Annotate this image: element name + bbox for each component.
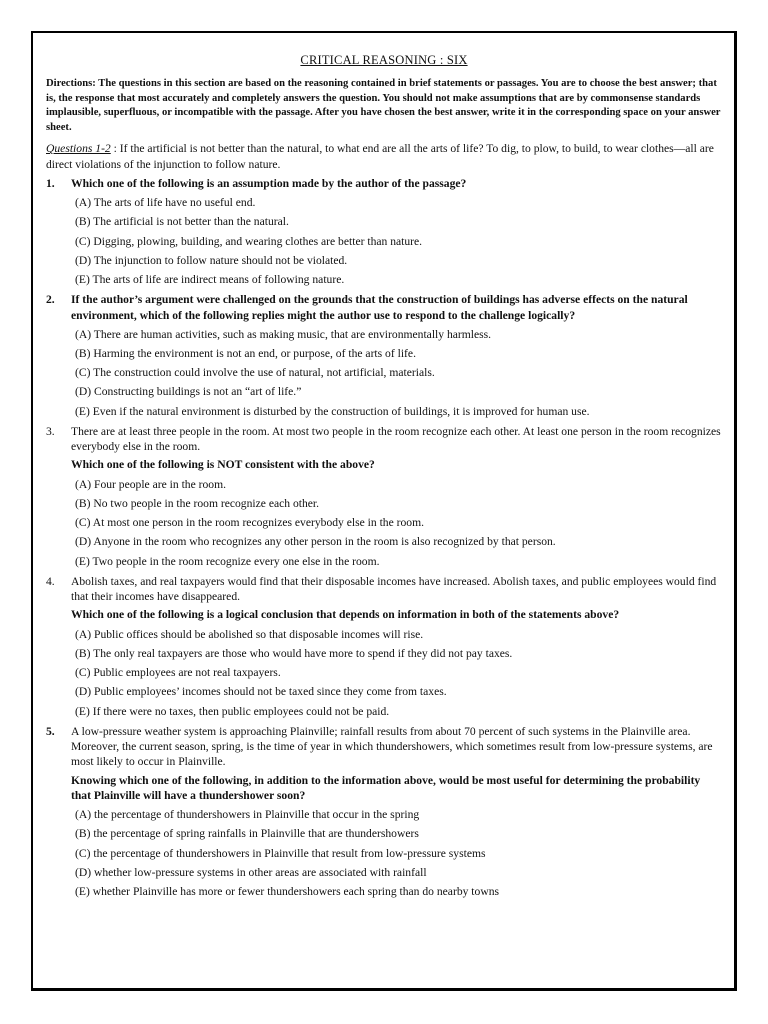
answer-options [75,193,722,289]
answer-options [75,805,722,901]
question-number: 5. [46,724,55,738]
question-stem: There are at least three people in the room. At most two people in the room recognize each other. At least one person in the room recognizes everybody else in the room. [71,424,721,454]
option-a: (A) the percentage of thundershowers in Plainville that occur in the spring [75,808,420,822]
option-e: (E) The arts of life are indirect means of following nature. [75,273,345,287]
answer-options [75,325,722,421]
option-b: (B) The only real taxpayers are those who would have more to spend if they did not pay taxes. [75,646,513,660]
option-b: (B) No two people in the room recognize each other. [75,496,320,510]
option-c: (C) At most one person in the room recognizes everybody else in the room. [75,516,425,530]
question-number: 1. [46,176,55,190]
option-d: (D) Anyone in the room who recognizes any other person in the room is also recognized by that person. [75,535,556,549]
option-d: (D) Constructing buildings is not an “art of life.” [75,385,302,399]
option-d: (D) whether low-pressure systems in other areas are associated with rainfall [75,865,427,879]
passage [46,141,722,172]
option-c: (C) The construction could involve the use of natural, not artificial, materials. [75,366,435,380]
option-e: (E) Two people in the room recognize every one else in the room. [75,554,380,568]
directions: Directions: The questions in this section are based on the reasoning contained in brief statements or passages. You are to choose the best answer; that is, the response that most accurately and completely answers the question. You should not make assumptions that are by commonsense standards implausible, superfluous, or incompatible with the passage. After you have chosen the best answer, write it in the corresponding space on your answer sheet. [46,78,721,133]
answer-options [75,625,722,721]
option-a: (A) Public offices should be abolished so that disposable incomes will rise. [75,627,424,641]
question-number: 4. [46,574,55,588]
question-prompt: Which one of the following is a logical conclusion that depends on information in both of the statements above? [71,608,620,622]
question-5 [46,724,722,902]
option-d: (D) The injunction to follow nature should not be violated. [75,253,348,267]
option-c: (C) Digging, plowing, building, and wearing clothes are better than nature. [75,234,423,248]
page-content [46,53,722,901]
option-e: (E) If there were no taxes, then public employees could not be paid. [75,704,390,718]
option-b: (B) the percentage of spring rainfalls in Plainville that are thundershowers [75,827,419,841]
passage-label: Questions 1-2 [46,142,111,156]
option-a: (A) There are human activities, such as making music, that are environmentally harmless. [75,327,492,341]
question-stem: If the author’s argument were challenged on the grounds that the construction of buildings has adverse effects on the natural environment, which of the following replies might the author use to respond to the challenge logically? [71,293,688,322]
page-title: CRITICAL REASONING : SIX [300,53,468,67]
question-stem: Abolish taxes, and real taxpayers would find that their disposable incomes have increased. Abolish taxes, and public employees would find that their incomes have disappeared. [71,574,717,604]
question-3 [46,424,722,571]
question-2 [46,292,722,421]
option-c: (C) the percentage of thundershowers in Plainville that result from low-pressure systems [75,846,486,860]
option-a: (A) Four people are in the room. [75,477,226,491]
option-c: (C) Public employees are not real taxpayers. [75,666,281,680]
option-e: (E) Even if the natural environment is disturbed by the construction of buildings, it is improved for human use. [75,404,590,418]
option-e: (E) whether Plainville has more or fewer thundershowers each spring than do nearby towns [75,885,500,898]
document-page [31,31,737,991]
question-1 [46,176,722,289]
question-prompt: Knowing which one of the following, in addition to the information above, would be most useful for determining the probability that Plainville will have a thundershower soon? [71,773,701,802]
option-a: (A) The arts of life have no useful end. [75,196,256,210]
question-number: 3. [46,424,55,438]
option-d: (D) Public employees’ incomes should not be taxed since they come from taxes. [75,685,447,699]
question-stem: Which one of the following is an assumption made by the author of the passage? [71,176,467,190]
question-prompt: Which one of the following is NOT consistent with the above? [71,458,375,472]
question-stem: A low-pressure weather system is approaching Plainville; rainfall results from about 70 percent of such systems in the Plainville area. Moreover, the current season, spring, is the time of year in which thundershowers, which sometimes result from low-pressure systems, are most likely to occur in Plainville. [71,724,713,769]
option-b: (B) Harming the environment is not an end, or purpose, of the arts of life. [75,347,416,361]
question-number: 2. [46,293,55,307]
answer-options [75,475,722,571]
question-4 [46,574,722,721]
option-b: (B) The artificial is not better than the natural. [75,215,289,229]
passage-text: : If the artificial is not better than the natural, to what end are all the arts of life? To dig, to plow, to build, to wear clothes—all are direct violations of the injunction to follow nature. [46,142,714,171]
